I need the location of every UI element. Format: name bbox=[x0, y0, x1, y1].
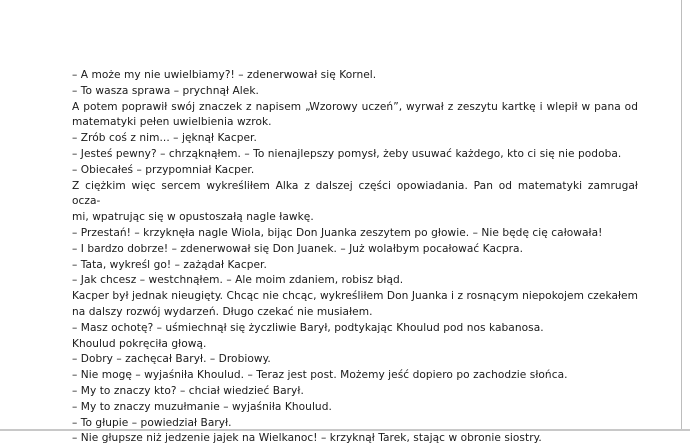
page-edge-divider bbox=[681, 0, 690, 431]
text-line: – Tata, wykreśl go! – zażądał Kacper. bbox=[72, 258, 267, 271]
text-line: A potem poprawił swój znaczek z napisem „Wzorowy uczeń”, wyrwał z zeszytu kartkę i wlepił w pana od bbox=[72, 100, 638, 113]
text-line: – Jak chcesz – westchnąłem. – Ale moim zdaniem, robisz błąd. bbox=[72, 274, 404, 287]
text-line: – My to znaczy muzułmanie – wyjaśniła Khoulud. bbox=[72, 400, 332, 413]
text-line: – Nie mogę – wyjaśniła Khoulud. – Teraz jest post. Możemy jeść dopiero po zachodzie słońca. bbox=[72, 369, 568, 382]
text-line: – A może my nie uwielbiamy?! – zdenerwował się Kornel. bbox=[72, 69, 377, 81]
text-line: – Jesteś pewny? – chrząknąłem. – To nienajlepszy pomysł, żeby usuwać każdego, kto ci się nie podoba. bbox=[72, 147, 622, 160]
text-line: – To głupie – powiedział Barył. bbox=[72, 416, 232, 429]
text-line: – Zrób coś z nim... – jęknął Kacper. bbox=[72, 132, 257, 145]
text-line: mi, wpatrując się w opustoszałą nagle ławkę. bbox=[72, 211, 314, 224]
text-line: na dalszy rozwój wydarzeń. Długo czekać nie musiałem. bbox=[72, 305, 373, 318]
text-line: matematyki pełen uwielbienia wzrok. bbox=[72, 116, 272, 129]
page-bottom-divider bbox=[0, 429, 690, 431]
text-line: – Obiecałeś – przypomniał Kacper. bbox=[72, 163, 255, 176]
text-line: Khoulud pokręciła głową. bbox=[72, 337, 207, 350]
text-line: – To wasza sprawa – prychnął Alek. bbox=[72, 84, 259, 97]
text-line: Z ciężkim więc sercem wykreśliłem Alka z dalszej części opowiadania. Pan od matematyki zamrugał ocza- bbox=[72, 179, 638, 208]
text-line: – Przestań! – krzyknęła nagle Wiola, bijąc Don Juanka zeszytem po głowie. – Nie będę cię całowała! bbox=[72, 226, 603, 239]
text-line: – Dobry – zachęcał Barył. – Drobiowy. bbox=[72, 353, 271, 366]
text-line: – My to znaczy kto? – chciał wiedzieć Barył. bbox=[72, 384, 304, 397]
text-line: – I bardzo dobrze! – zdenerwował się Don Juanek. – Już wolałbym pocałować Kacpra. bbox=[72, 242, 524, 255]
document-text bbox=[72, 68, 638, 447]
text-line: – Nie głupsze niż jedzenie jajek na Wielkanoc! – krzyknął Tarek, stając w obronie siostry. bbox=[72, 432, 542, 445]
text-line: – Masz ochotę? – uśmiechnął się życzliwie Barył, podtykając Khoulud pod nos kabanosa. bbox=[72, 321, 544, 334]
text-line: Kacper był jednak nieugięty. Chcąc nie chcąc, wykreśliłem Don Juanka i z rosnącym niepokojem czekałem bbox=[72, 290, 638, 303]
